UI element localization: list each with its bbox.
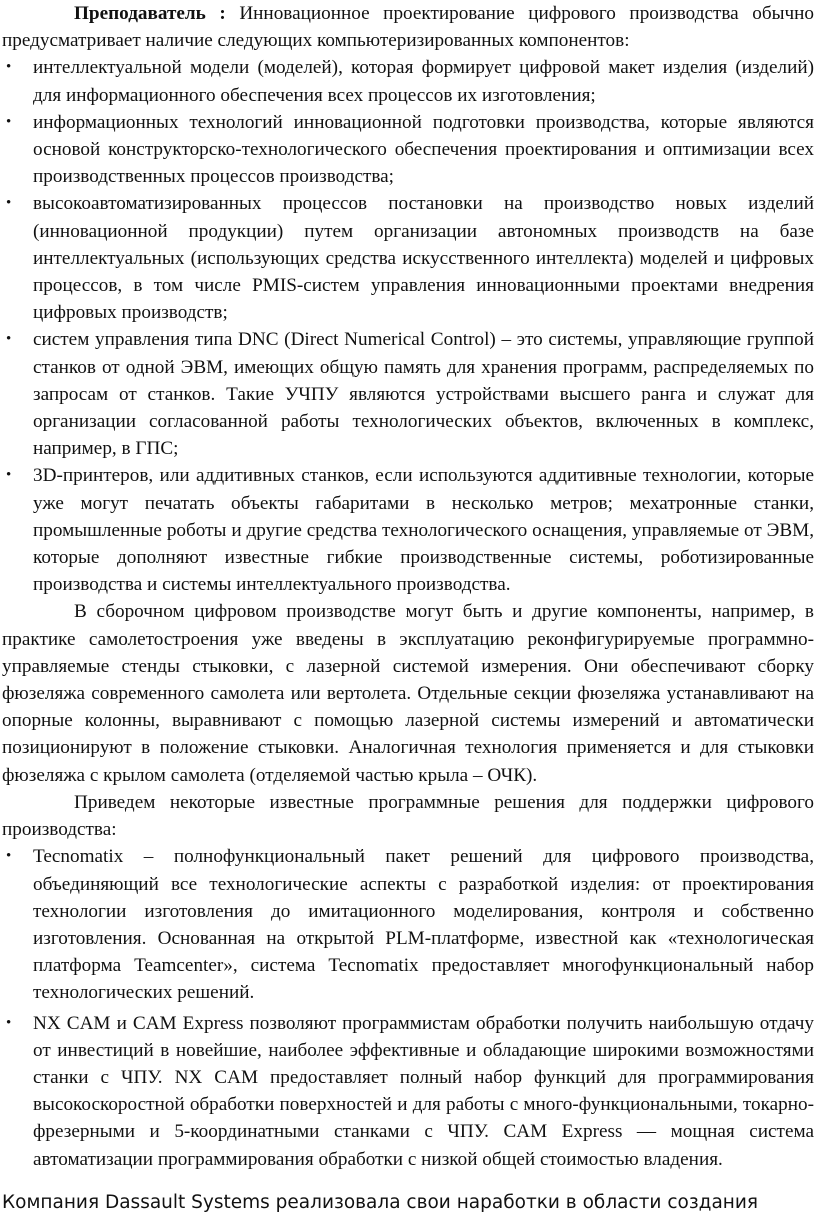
solutions-paragraph: Приведем некоторые известные программные решения для поддержки цифрового производства: xyxy=(2,791,814,841)
bullet-icon: • xyxy=(6,467,12,484)
list-item xyxy=(2,54,814,108)
list-item-text: Tecnomatix – полнофункциональный пакет решений для цифрового производства, объединяющий все технологические аспекты с разработкой изделия: от проектирования технологии изготовления до имитационного моделирования, контроля и собственно изготовления. Основанная на открытой PLM-платформе, известной как «технологическая платформа Teamcenter», система Tecnomatix предоставляет многофункциональный набор технологических решений. xyxy=(33,846,814,1004)
footer-text-line: Компания Dassault Systems реализовала свои наработки в области создания xyxy=(2,1192,759,1213)
list-item-text: информационных технологий инновационной подготовки производства, которые являются основой конструкторско-технологического обеспечения проектирования и оптимизации всех производственных процессов производства; xyxy=(33,111,814,188)
assembly-paragraph: В сборочном цифровом производстве могут быть и другие компоненты, например, в практике самолетостроения уже введены в эксплуатацию реконфигурируемые программно-управляемые стенды стыковки, с лазерной системой измерения. Они обеспечивают сборку фюзеляжа современного самолета или вертолета. Отдельные секции фюзеляжа устанавливают на опорные колонны, выравнивают с помощью лазерной системы измерений и автоматически позиционируют в положение стыковки. Аналогичная технология применяется и для стыковки фюзеляжа с крылом самолета (отделяемой частью крыла – ОЧК). xyxy=(2,601,814,786)
list-item xyxy=(2,462,814,598)
list-item xyxy=(2,326,814,462)
bullet-icon: • xyxy=(6,113,12,130)
components-list xyxy=(2,54,814,598)
solutions-list xyxy=(2,843,814,1172)
intro-text: Инновационное проектирование цифрового производства обычно предусматривает наличие следующих компьютеризированных компонентов: xyxy=(2,3,814,52)
list-item-text: систем управления типа DNC (Direct Numerical Control) – это системы, управляющие группой станков от одной ЭВМ, имеющих общую память для хранения программ, распределяемых по запросам от станков. Такие УЧПУ являются устройствами высшего ранга и служат для организации согласованной работы технологических объектов, включенных в комплекс, например, в ГПС; xyxy=(33,329,814,460)
bullet-icon: • xyxy=(6,195,12,212)
intro-paragraph xyxy=(2,0,814,54)
bullet-icon: • xyxy=(6,848,12,865)
list-item-text: NX CAM и CAM Express позволяют программистам обработки получить наибольшую отдачу от инвестиций в новейшие, наиболее эффективные и обладающие широкими возможностями станки с ЧПУ. NX CAM предоставляет полный набор функций для программирования высокоскоростной обработки поверхностей и для работы с много-функциональными, токарно-фрезерными и 5-координатными станками с ЧПУ. CAM Express — мощная система автоматизации программирования обработки с низкой общей стоимостью владения. xyxy=(33,1012,814,1170)
bullet-icon: • xyxy=(6,331,12,348)
list-item-text: интеллектуальной модели (моделей), которая формирует цифровой макет изделия (изделий) для информационного обеспечения всех процессов их изготовления; xyxy=(33,57,814,106)
bullet-icon: • xyxy=(6,1014,12,1031)
bullet-icon: • xyxy=(6,59,12,76)
list-item-text: 3D-принтеров, или аддитивных станков, если используются аддитивные технологии, которые уже могут печатать объекты габаритами в несколько метров; мехатронные станки, промышленные роботы и другие средства технологического оснащения, управляемые от ЭВМ, которые дополняют известные гибкие производственные системы, роботизированные производства и системы интеллектуального производства. xyxy=(33,465,814,596)
list-item xyxy=(2,190,814,326)
list-item xyxy=(2,843,814,1006)
speaker-label: Преподаватель : xyxy=(74,3,226,24)
list-item xyxy=(2,109,814,191)
list-item xyxy=(2,1010,814,1173)
list-item-text: высокоавтоматизированных процессов постановки на производство новых изделий (инновационной продукции) путем организации автономных производств на базе интеллектуальных (использующих средства искусственного интеллекта) моделей и цифровых процессов, в том числе PMIS-систем управления инновационными проектами внедрения цифровых производств; xyxy=(33,193,814,324)
